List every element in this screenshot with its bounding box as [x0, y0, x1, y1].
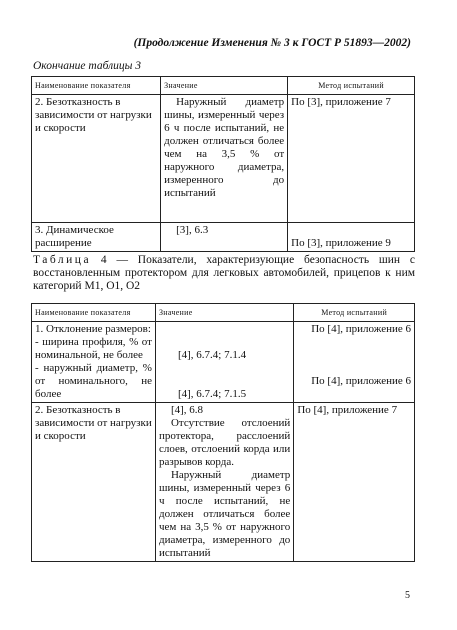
cell-method [294, 322, 415, 403]
col-header-indicator: Наименование показателя [32, 77, 161, 95]
cell-value: [3], 6.3 [161, 223, 288, 252]
table-row [32, 95, 415, 223]
page-number: 5 [405, 590, 410, 601]
col-header-method: Метод испытаний [288, 77, 415, 95]
cell-indicator-diameter: - наружный диаметр, % от номинального, не более [35, 362, 152, 400]
col-header-indicator: Наименование показателя [32, 304, 156, 322]
table-row [32, 403, 415, 562]
page-header: (Продолжение Изменения № 3 к ГОСТ Р 51893—2002) [133, 37, 411, 49]
cell-method: По [3], приложение 7 [288, 95, 415, 223]
cell-value-diameter: [4], 6.7.4; 7.1.5 [177, 388, 247, 400]
table3-caption: Окончание таблицы 3 [33, 60, 141, 72]
cell-method-c: По [4], приложение 6 [311, 375, 411, 387]
table4-title-word: Таблица [33, 254, 92, 266]
cell-value-ref: [4], 6.8 [170, 404, 204, 416]
cell-indicator-width: - ширина профиля, % от номинальной, не более [35, 336, 152, 361]
cell-indicator: 2. Безотказность в зависимости от нагрузки и скорости [32, 403, 156, 562]
cell-value [155, 403, 293, 562]
col-header-method: Метод испытаний [294, 304, 415, 322]
table-header-row [32, 77, 415, 95]
table4-title [33, 254, 415, 293]
cell-value-width: [4], 6.7.4; 7.1.4 [177, 349, 247, 361]
cell-indicator-title: 1. Отклонение размеров: [35, 323, 151, 335]
table-header-row [32, 304, 415, 322]
cell-method: По [4], приложение 7 [294, 403, 415, 562]
cell-value: Наружный диаметр шины, измеренный через 6 ч после испытаний, не должен отличаться более чем на 3,5 % от наружного диаметра, измеренного до испытаний [161, 95, 288, 223]
table4-title-text: 4 — Показатели, характеризующие безопасность шин с восстановленным протектором для легковых автомобилей, прицепов к ним категорий M1, O1, O2 [33, 254, 415, 292]
table-3 [31, 76, 415, 252]
cell-value-diameter: Наружный диаметр шины, измеренный через 6 ч после испытаний, не должен отличаться более чем на 3,5 % от наружного диаметра, измеренного до испытаний [158, 469, 291, 559]
cell-value-delamination: Отсутствие отслоений протектора, расслоений слоев, отслоений корда или разрывов корда. [158, 417, 291, 468]
cell-indicator [32, 322, 156, 403]
cell-value [155, 322, 293, 403]
table-row [32, 322, 415, 403]
cell-indicator: 3. Динамическое расширение [32, 223, 161, 252]
col-header-value: Значение [161, 77, 288, 95]
col-header-value: Значение [155, 304, 293, 322]
cell-method-a: По [4], приложение 6 [311, 323, 411, 335]
table-row [32, 223, 415, 252]
cell-method: По [3], приложение 9 [288, 223, 415, 252]
table-4 [31, 303, 415, 562]
cell-indicator: 2. Безотказность в зависимости от нагрузки и скорости [32, 95, 161, 223]
